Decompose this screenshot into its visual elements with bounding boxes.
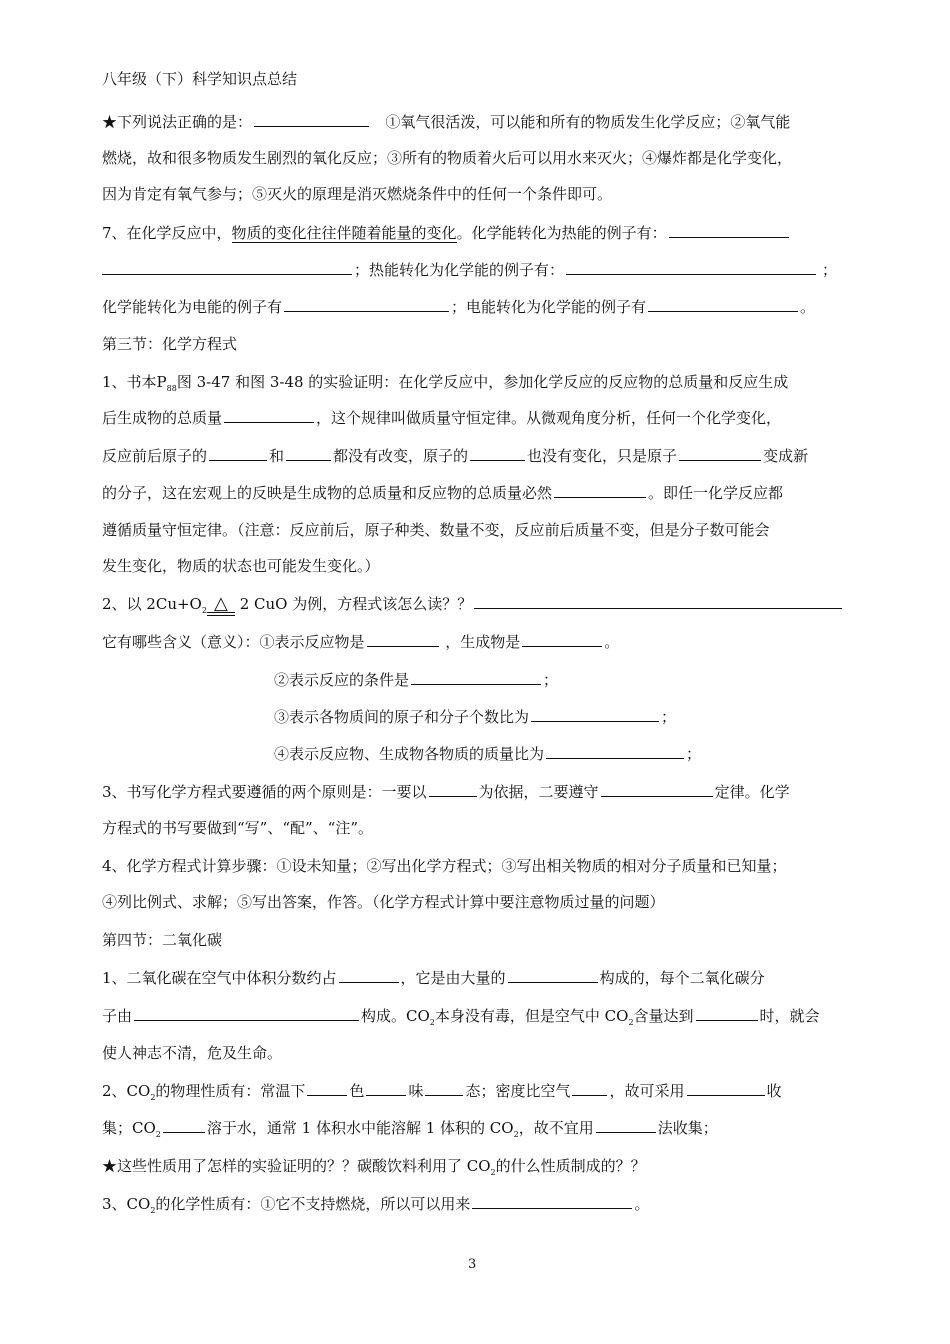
answer-blank[interactable]	[209, 446, 267, 461]
answer-blank[interactable]	[134, 1006, 359, 1021]
s4-star-question: ★这些性质用了怎样的实验证明的？？碳酸饮料利用了 $CO_2$的什么性质制成的？？	[102, 1157, 646, 1177]
answer-blank[interactable]	[554, 483, 646, 498]
s3-p2-line-1: 2、以 $2Cu+O_2$ △ 2 CuO 为例，方程式该怎么读？？	[102, 594, 852, 621]
s4-p1-line-2: 子由 构成。$CO_2$本身没有毒，但是空气中 $CO_2$含量达到 时，就会	[102, 1007, 820, 1027]
page-number: 3	[468, 1257, 477, 1272]
star-question-line-1: ★下列说法正确的是： ①氧气很活泼，可以能和所有的物质发生化学反应；②氧气能	[102, 113, 791, 131]
answer-blank[interactable]	[429, 782, 477, 797]
answer-blank[interactable]	[566, 260, 816, 275]
s3-p1-line-3: 反应前后原子的 和 都没有改变，原子的 也没有变化，只是原子 变成新	[102, 447, 809, 465]
heat-condition-symbol: △	[207, 597, 235, 616]
item7-line-1: 7、在化学反应中，物质的变化往往伴随着能量的变化。化学能转化为热能的例子有：	[102, 223, 852, 243]
item7-line-2: ；热能转化为化学能的例子有： ；	[102, 260, 852, 280]
page-header: 八年级（下）科学知识点总结	[102, 70, 298, 88]
answer-blank[interactable]	[470, 446, 525, 461]
s3-p1-line-4: 的分子，这在宏观上的反映是生成物的总质量和反应物的总质量必然 。即任一化学反应都	[102, 484, 784, 502]
s3-p2-line-2: 它有哪些含义（意义）：①表示反应物是 ，生成物是 。	[102, 633, 620, 651]
s3-p2-meaning-2: ②表示反应的条件是 ；	[274, 671, 559, 689]
answer-blank[interactable]	[307, 1081, 347, 1096]
s3-p4-line-1: 4、化学方程式计算步骤：①设未知量；②写出化学方程式；③写出相关物质的相对分子质量和已知量；	[102, 857, 787, 875]
answer-blank[interactable]	[572, 1081, 607, 1096]
answer-blank[interactable]	[163, 1118, 205, 1133]
answer-blank[interactable]	[102, 260, 352, 275]
answer-blank[interactable]	[648, 297, 798, 312]
answer-blank[interactable]	[679, 446, 761, 461]
s4-p2-line-1: 2、$CO_2$的物理性质有：常温下 色 味 态；密度比空气 ，故可采用 收	[102, 1082, 782, 1102]
section-4-title: 第四节：二氧化碳	[102, 931, 223, 949]
answer-blank[interactable]	[254, 112, 369, 127]
s3-p3-line-2: 方程式的书写要做到“写”、“配”、“注”。	[102, 819, 374, 837]
answer-blank[interactable]	[508, 968, 598, 983]
star-question-line-2: 燃烧，故和很多物质发生剧烈的氧化反应；③所有的物质着火后可以用水来灭火；④爆炸都是化学变化，	[102, 149, 793, 167]
s4-p3-line-1: 3、$CO_2$的化学性质有：①它不支持燃烧，所以可以用来 。	[102, 1195, 650, 1215]
s3-p2-meaning-3: ③表示各物质间的原子和分子个数比为 ；	[274, 708, 677, 726]
s4-p1-line-1: 1、二氧化碳在空气中体积分数约占 ，它是由大量的 构成的，每个二氧化碳分	[102, 969, 765, 987]
s3-p1-line-5: 遵循质量守恒定律。（注意：反应前后，原子种类、数量不变，反应前后质量不变，但是分子数可能会	[102, 521, 770, 539]
answer-blank[interactable]	[411, 670, 541, 685]
answer-blank[interactable]	[669, 223, 789, 238]
answer-blank[interactable]	[224, 408, 314, 423]
answer-blank[interactable]	[696, 1006, 758, 1021]
item7-line-3: 化学能转化为电能的例子有 ；电能转化为化学能的例子有 。	[102, 298, 816, 316]
answer-blank[interactable]	[546, 744, 684, 759]
s4-p2-line-2: 集；$CO_2$ 溶于水，通常 1 体积水中能溶解 1 体积的 $CO_2$，故不宜用 法收集；	[102, 1119, 718, 1139]
answer-blank[interactable]	[367, 632, 439, 647]
answer-blank[interactable]	[425, 1081, 463, 1096]
answer-blank[interactable]	[286, 446, 331, 461]
answer-blank[interactable]	[474, 594, 842, 609]
s3-p1-line-2: 后生成物的总质量 ，这个规律叫做质量守恒定律。从微观角度分析，任何一个化学变化，	[102, 409, 782, 427]
s3-p2-meaning-4: ④表示反应物、生成物各物质的质量比为 ；	[274, 745, 702, 763]
answer-blank[interactable]	[339, 968, 399, 983]
s3-p1-line-6: 发生变化，物质的状态也可能发生变化。）	[102, 557, 380, 575]
answer-blank[interactable]	[522, 632, 602, 647]
section-3-title: 第三节：化学方程式	[102, 335, 238, 353]
answer-blank[interactable]	[472, 1194, 632, 1209]
s3-p3-line-1: 3、书写化学方程式要遵循的两个原则是：一要以 为依据，二要遵守 定律。化学	[102, 783, 790, 801]
answer-blank[interactable]	[531, 707, 659, 722]
answer-blank[interactable]	[284, 297, 449, 312]
s4-p1-line-3: 使人神志不清，危及生命。	[102, 1044, 283, 1062]
answer-blank[interactable]	[366, 1081, 406, 1096]
answer-blank[interactable]	[601, 782, 713, 797]
answer-blank[interactable]	[596, 1118, 656, 1133]
star-question-line-3: 因为肯定有氧气参与；⑤灭火的原理是消灭燃烧条件中的任何一个条件即可。	[102, 185, 613, 203]
s3-p4-line-2: ④列比例式、求解；⑤写出答案，作答。（化学方程式计算中要注意物质过量的问题）	[102, 893, 665, 911]
s3-p1-line-1: 1、书本$P_{88}$图 3-47 和图 3-48 的实验证明：在化学反应中，参加化学反应的反应物的总质量和反应生成	[102, 373, 789, 393]
answer-blank[interactable]	[687, 1081, 765, 1096]
underlined-phrase: 物质的变化往往伴随着能量的变化	[231, 224, 457, 242]
